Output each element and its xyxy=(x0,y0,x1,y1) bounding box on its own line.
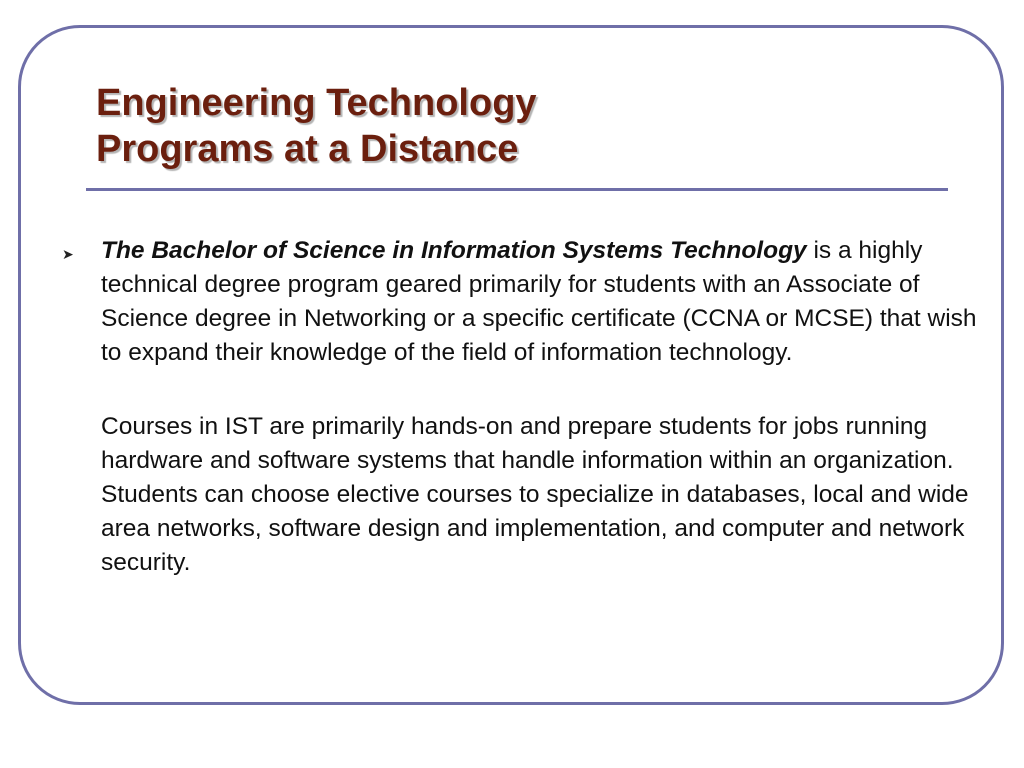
bullet-content xyxy=(101,234,981,580)
degree-name-emphasis: The Bachelor of Science in Information Systems Technology xyxy=(101,237,807,264)
paragraph-1-text: is a highly technical degree program geared primarily for students with an Associate of Science degree in Networking or a specific certificate (CCNA or MCSE) that wish to expand their knowledge of the field of information technology. xyxy=(101,237,977,366)
slide-title xyxy=(96,80,896,172)
title-underline-rule xyxy=(86,188,948,191)
title-line-1: Engineering Technology xyxy=(96,82,537,124)
paragraph-2: Courses in IST are primarily hands-on and prepare students for jobs running hardware and software systems that handle information within an organization. Students can choose elective courses to specialize in databases, local and wide area networks, software design and implementation, and computer and network security. xyxy=(101,413,969,576)
arrowhead-bullet-icon: ➤ xyxy=(62,246,74,262)
paragraph-1 xyxy=(101,234,981,370)
title-line-2: Programs at a Distance xyxy=(96,128,519,170)
